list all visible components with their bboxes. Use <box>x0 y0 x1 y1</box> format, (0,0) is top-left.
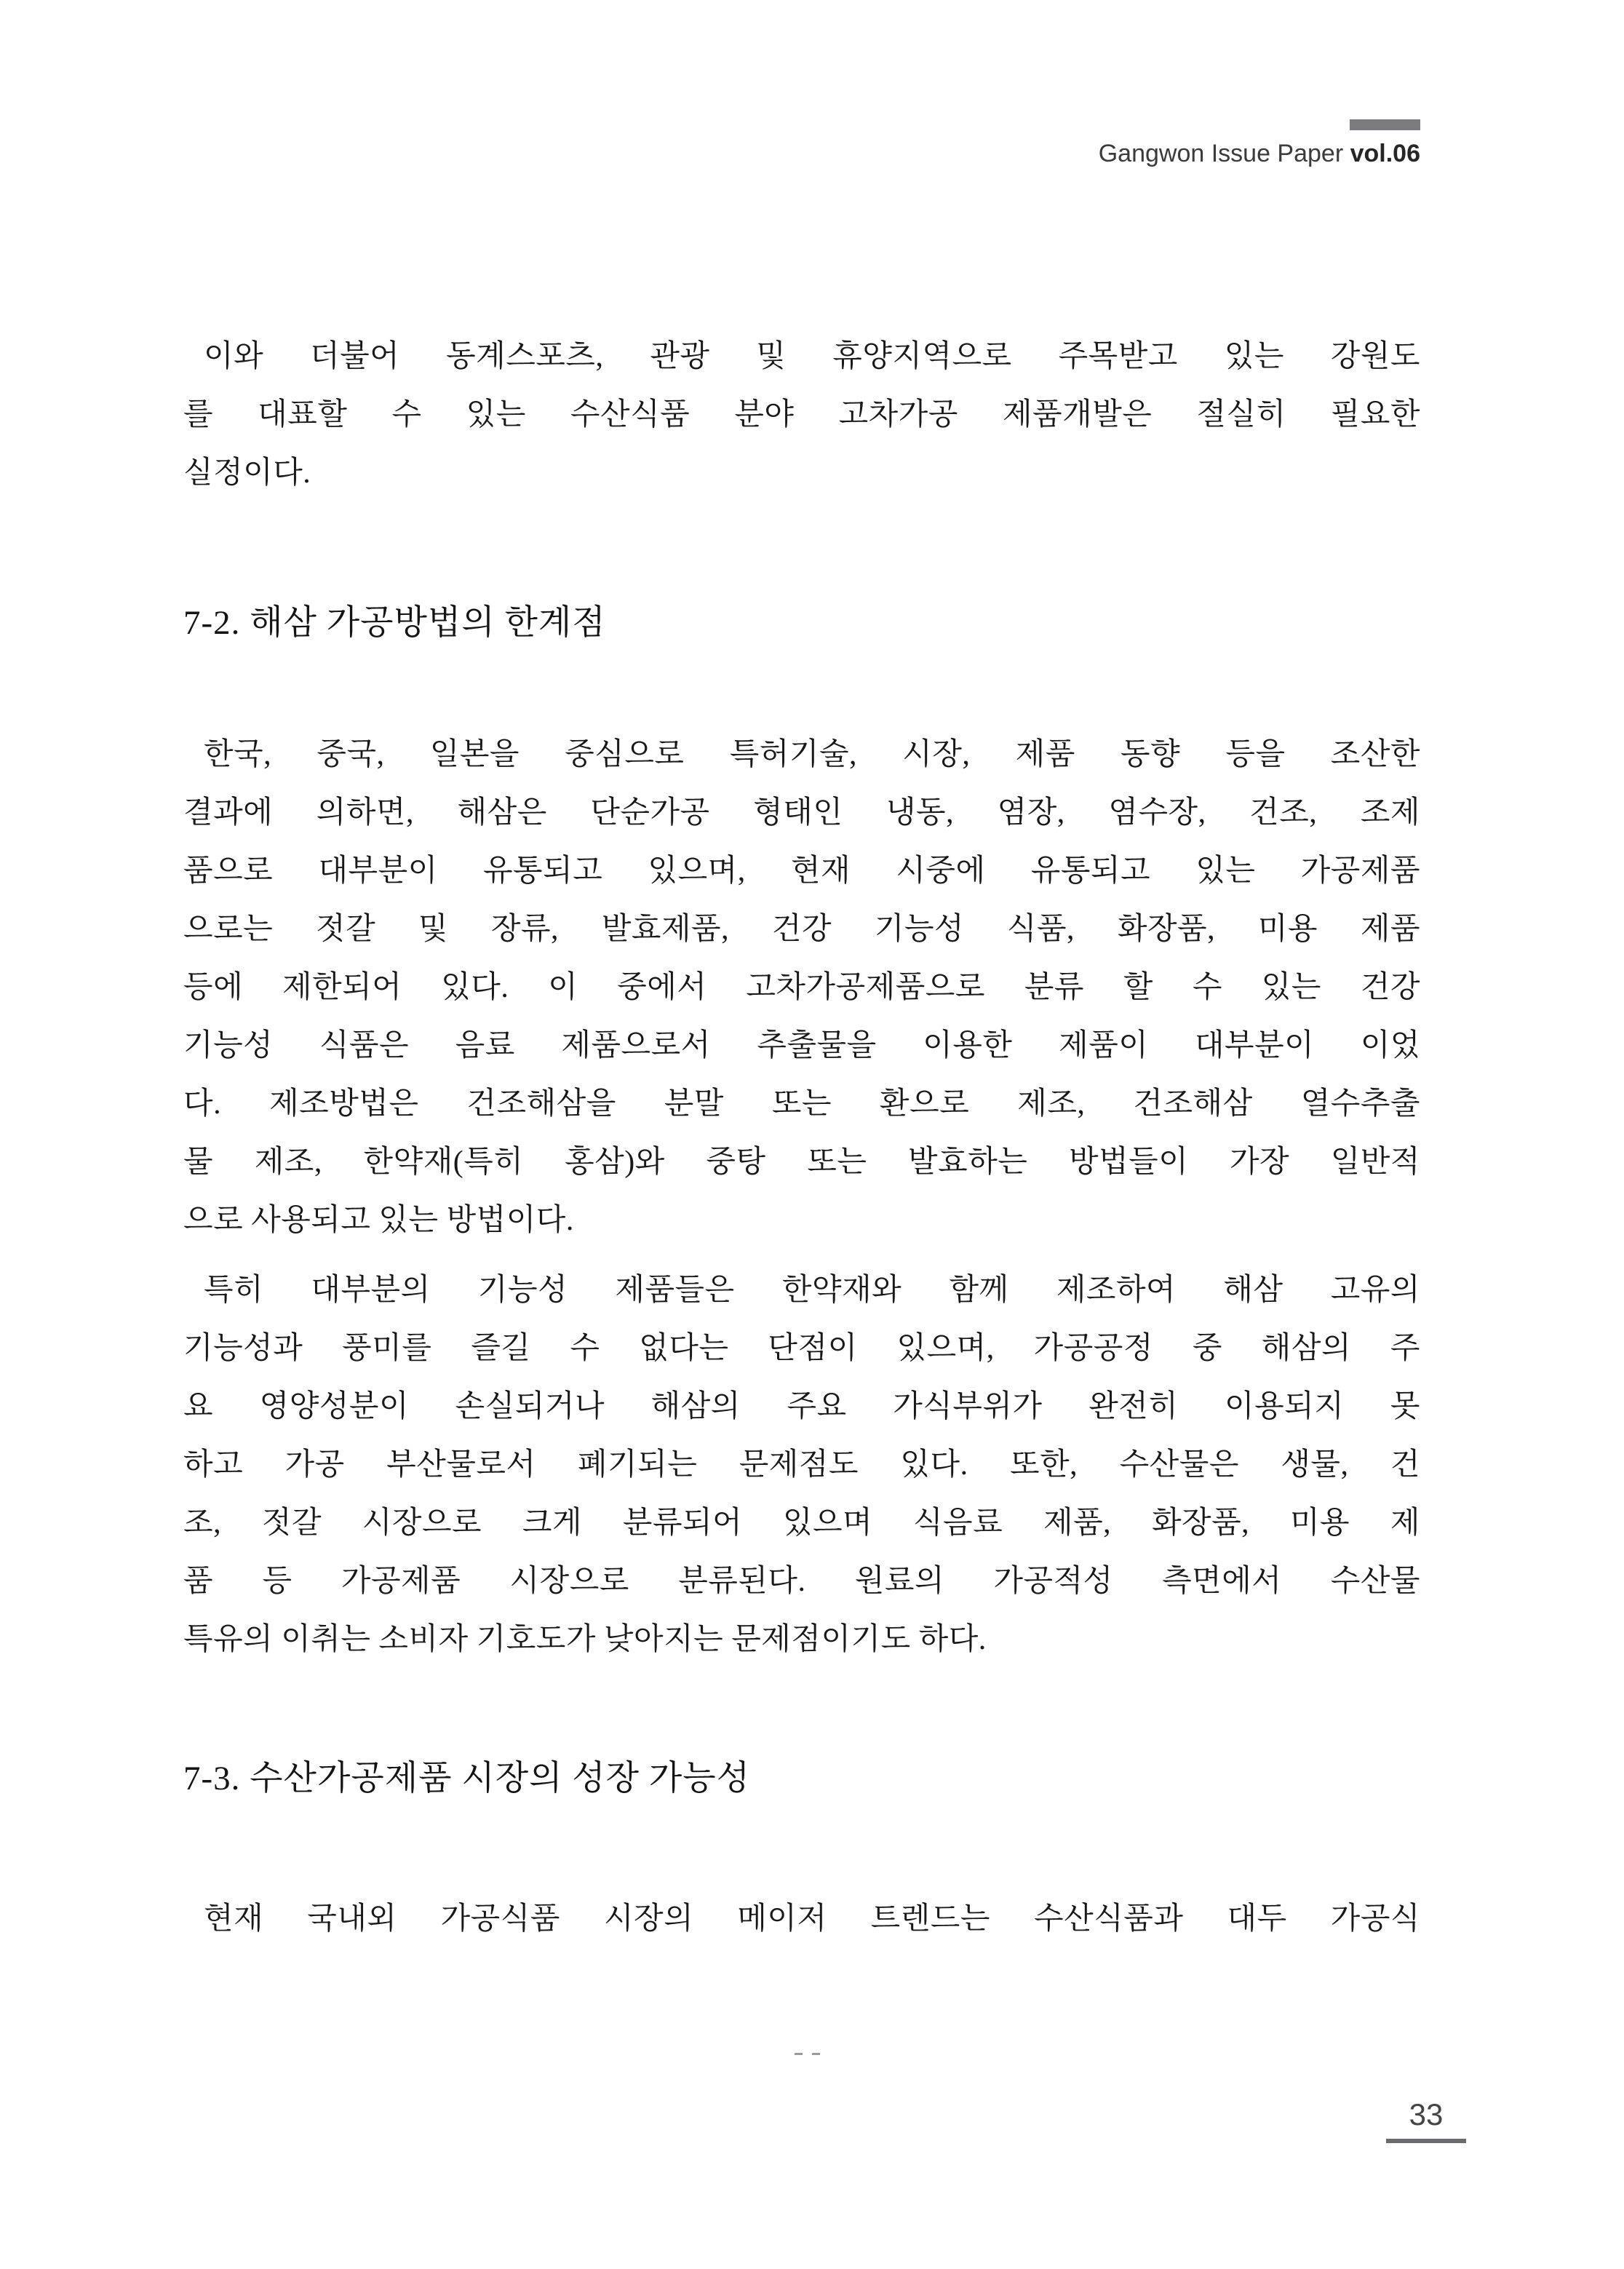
section-heading-7-2: 7-2. 해삼 가공방법의 한계점 <box>183 604 606 642</box>
footer-rule <box>1386 2139 1466 2143</box>
scan-artifact-dash <box>812 2053 820 2055</box>
paragraph-4 <box>183 1890 1420 1948</box>
body-text-line: 품으로 대부분이 유통되고 있으며, 현재 시중에 유통되고 있는 가공제품 <box>183 854 1420 888</box>
scan-artifact-dashes <box>795 2053 820 2055</box>
body-text-line: 하고 가공 부산물로서 폐기되는 문제점도 있다. 또한, 수산물은 생물, 건 <box>183 1448 1420 1482</box>
body-text-line: 특히 대부분의 기능성 제품들은 한약재와 함께 제조하여 해삼 고유의 <box>204 1273 1420 1307</box>
body-text-line: 등에 제한되어 있다. 이 중에서 고차가공제품으로 분류 할 수 있는 건강 <box>183 971 1420 1004</box>
body-text-line: 현재 국내외 가공식품 시장의 메이저 트렌드는 수산식품과 대두 가공식 <box>204 1902 1420 1936</box>
body-text-line: 기능성과 풍미를 즐길 수 없다는 단점이 있으며, 가공공정 중 해삼의 주 <box>183 1332 1420 1365</box>
paragraph-2 <box>183 726 1420 1249</box>
section-heading-7-3: 7-3. 수산가공제품 시장의 성장 가능성 <box>183 1760 751 1797</box>
body-text-line: 특유의 이취는 소비자 기호도가 낮아지는 문제점이기도 하다. <box>183 1623 987 1656</box>
body-text-line: 품 등 가공제품 시장으로 분류된다. 원료의 가공적성 측면에서 수산물 <box>183 1565 1420 1598</box>
scan-artifact-dash <box>795 2053 803 2055</box>
body-text-line: 요 영양성분이 손실되거나 해삼의 주요 가식부위가 완전히 이용되지 못 <box>183 1390 1420 1423</box>
body-text-line: 물 제조, 한약재(특히 홍삼)와 중탕 또는 발효하는 방법들이 가장 일반적 <box>183 1145 1420 1179</box>
body-text-line: 조, 젓갈 시장으로 크게 분류되어 있으며 식음료 제품, 화장품, 미용 제 <box>183 1506 1420 1540</box>
body-text-line: 다. 제조방법은 건조해삼을 분말 또는 환으로 제조, 건조해삼 열수추출 <box>183 1087 1420 1121</box>
page-header <box>1099 119 1420 168</box>
body-text-line: 실정이다. <box>183 456 311 490</box>
header-accent-bar <box>1350 119 1420 130</box>
journal-title <box>1099 139 1420 168</box>
journal-volume: vol.06 <box>1350 140 1420 167</box>
body-text-line: 이와 더불어 동계스포츠, 관광 및 휴양지역으로 주목받고 있는 강원도 <box>204 340 1420 373</box>
paragraph-3 <box>183 1261 1420 1669</box>
body-text-line: 한국, 중국, 일본을 중심으로 특허기술, 시장, 제품 동향 등을 조산한 <box>204 738 1420 771</box>
body-text-line: 으로는 젓갈 및 장류, 발효제품, 건강 기능성 식품, 화장품, 미용 제품 <box>183 913 1420 946</box>
body-text-line: 를 대표할 수 있는 수산식품 분야 고차가공 제품개발은 절실히 필요한 <box>183 398 1420 432</box>
body-text-line: 기능성 식품은 음료 제품으로서 추출물을 이용한 제품이 대부분이 이었 <box>183 1029 1420 1062</box>
paragraph-1 <box>183 327 1420 502</box>
body-text-line: 으로 사용되고 있는 방법이다. <box>183 1204 574 1237</box>
journal-title-regular: Gangwon Issue Paper <box>1098 140 1344 167</box>
body-text-line: 결과에 의하면, 해삼은 단순가공 형태인 냉동, 염장, 염수장, 건조, 조제 <box>183 796 1420 830</box>
page-number: 33 <box>1409 2097 1444 2131</box>
